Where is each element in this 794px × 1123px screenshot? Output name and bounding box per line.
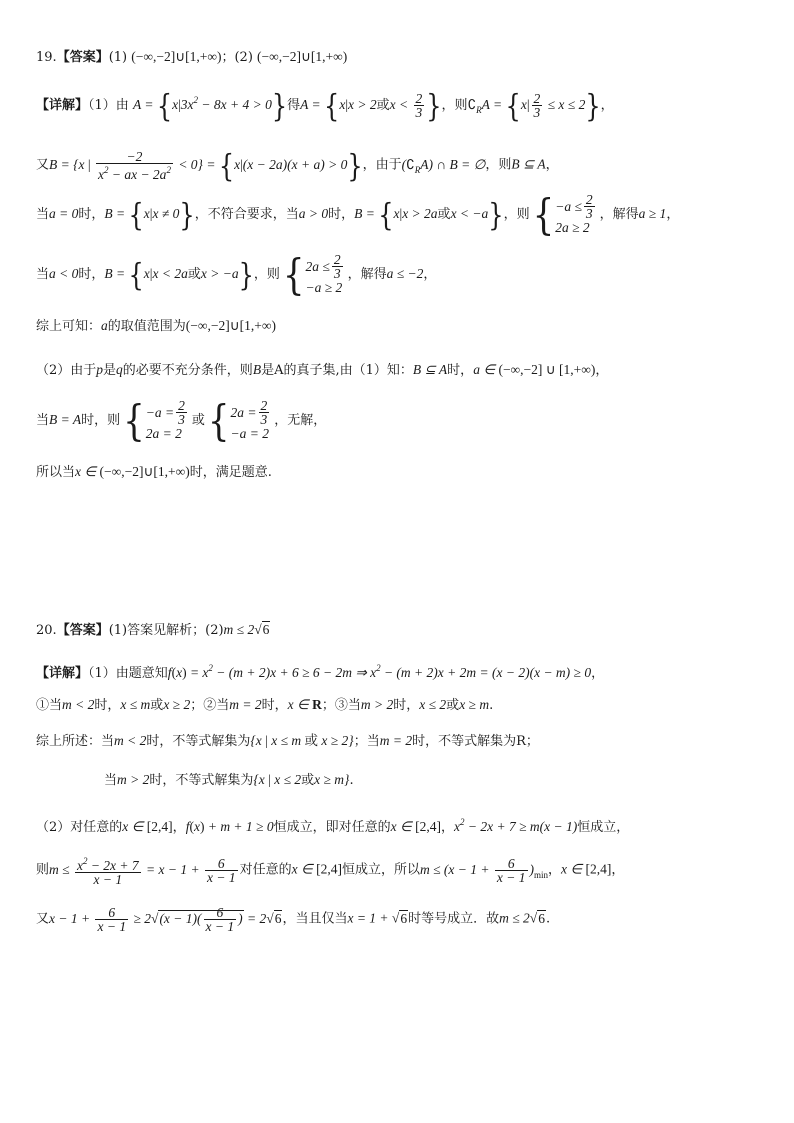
text: 或 <box>301 773 315 788</box>
formula: B = {x|x ≠ 0} <box>104 196 195 234</box>
text: 对任意的 <box>239 862 292 878</box>
text: ， <box>591 666 605 681</box>
formula: x < $\frac{2}{3}$ } <box>389 87 442 125</box>
formula: m < 2 <box>114 733 147 748</box>
formula: {x | x ≤ 2 <box>253 772 302 787</box>
formula: a <box>101 318 108 333</box>
formula: a > 0 <box>298 206 329 221</box>
text: ， <box>545 157 559 173</box>
text: ， <box>611 862 625 878</box>
equation-system: { 2a ≤ $\frac{2}{3}$ −a ≥ 2 <box>282 249 343 300</box>
text: 当 <box>36 207 50 222</box>
q20-number: 20. <box>36 623 57 638</box>
q20-detail-line1 <box>36 660 774 682</box>
formula: m > 2 <box>360 697 394 712</box>
formula: B = {x|x < 2a <box>104 256 188 294</box>
text: （2）由于 <box>36 363 97 378</box>
q19-part2-line1 <box>36 362 774 379</box>
q19-answer-tag: 【答案】 <box>56 50 109 65</box>
text: 或 <box>376 98 390 113</box>
text: 当 <box>36 413 50 428</box>
text: ，由于 <box>362 157 402 173</box>
text: 时， <box>393 698 420 713</box>
formula: B = {x|x > 2a <box>354 196 438 234</box>
interval: (−∞,−2]∪[1,+∞) <box>99 464 190 479</box>
q19-final <box>36 464 774 481</box>
text: ， <box>423 267 437 282</box>
formula: m > 2 <box>117 772 150 787</box>
formula: m ≤ (x − 1 + $\frac{6}{x - 1}$ )$_{min}$ <box>420 856 549 885</box>
formula: B = {x | $\frac{-2}{x^2 - ax - 2a^2}$ < 0} = {x|(x − 2a)(x + a) > 0} <box>49 147 363 184</box>
text: （1）由题意知 <box>88 666 168 681</box>
text: ， <box>595 363 609 378</box>
formula: x ∈ [2,4] <box>122 819 173 834</box>
formula: B ⊆ A <box>511 156 546 172</box>
text: ，无解， <box>274 413 327 428</box>
text: (1)答案见解析；(2) <box>108 623 224 638</box>
formula: $(∁_RA)$ ∩ B = ∅ <box>401 156 486 175</box>
formula: a ≤ −2 <box>386 266 424 281</box>
text: 得 <box>287 98 301 113</box>
equation-system: { −a = $\frac{2}{3}$ 2a = 2 <box>123 395 185 446</box>
formula: B <box>252 362 262 377</box>
formula: x − 1 + $\frac{6}{x - 1}$ ≥ 2√(x − 1)( $\frac{6}{x - 1}$ ) = 2√6 <box>49 905 282 934</box>
formula: (−∞,−2]∪[1,+∞) <box>185 318 276 333</box>
q19-part2-line2 <box>36 395 774 446</box>
text: 是 <box>103 363 117 378</box>
equation-system: { 2a = $\frac{2}{3}$ −a = 2 <box>207 395 270 446</box>
formula: q <box>116 362 123 377</box>
text: ；②当 <box>190 698 230 713</box>
formula: m ≤ 2√6 <box>223 622 270 637</box>
formula: $x^2 - 2x + 7 \ge m(x - 1)$ <box>454 817 578 834</box>
text: 是A的真子集,由（1）知： <box>261 363 413 378</box>
text: 恒成立，即对任意的 <box>273 820 391 835</box>
text: 当 <box>104 773 118 788</box>
text: 或 <box>187 267 201 282</box>
q19-part2-value: (−∞,−2]∪[1,+∞) <box>257 49 348 64</box>
formula: x ≤ m <box>120 697 151 712</box>
text: . <box>489 698 494 713</box>
formula: x ∈ [2,4] <box>291 861 342 877</box>
formula: $f(x) = x^2 - (m + 2)x + 6 \ge 6 - 2m$ ⇒ $x^2 - (m + 2)x + 2m = (x - 2)(x - m) \ge 0$ <box>167 663 592 680</box>
text: 时， <box>78 207 105 222</box>
formula: m < 2 <box>62 697 95 712</box>
text: 当 <box>36 267 50 282</box>
text: ，当且仅当 <box>282 911 348 927</box>
q20-part2-line3 <box>36 906 774 933</box>
text: 又 <box>36 157 50 173</box>
text: ， <box>548 862 562 878</box>
formula: B = A <box>49 412 82 427</box>
formula: x ∈ [2,4] <box>390 819 441 834</box>
q19-conclusion <box>36 318 774 335</box>
formula: A = {x|x > 2 <box>300 87 377 125</box>
text: 则 <box>36 862 50 878</box>
q19-part1-mark: (1) <box>108 50 128 65</box>
formula: m = 2 <box>229 697 262 712</box>
q20-detail-tag: 【详解】 <box>36 666 89 681</box>
text: 或 <box>446 698 460 713</box>
q19-detail-line3 <box>36 189 774 240</box>
formula: a = 0 <box>49 206 79 221</box>
q20-part2-line2 <box>36 855 774 886</box>
formula: x ∈ (−∞,−2]∪[1,+∞) <box>75 464 190 479</box>
q19-detail-line1: 【详解】（1）由 $A = \{x|3x^2 - 8x + 4 > 0\}$得A = {x|x > 2或x < $\frac{2}{3}$ }，则$∁_RA = \{x|$ $\frac{2}{3}$ ≤ x ≤ 2}， <box>36 87 614 125</box>
text: 所以当 <box>36 465 76 480</box>
q20-detail-line3 <box>36 733 774 750</box>
text: 或 <box>150 698 164 713</box>
formula: x ∈ R <box>287 697 322 712</box>
text: 时，不等式解集为R； <box>412 734 539 749</box>
text: 综上可知： <box>36 319 102 334</box>
text: ，不符合要求，当 <box>194 207 299 222</box>
text: 或 <box>191 413 205 428</box>
formula: x < −a} <box>450 196 504 234</box>
formula: m ≤ $\frac{x^2 - 2x + 7}{x - 1}$ = x − 1 + $\frac{6}{x - 1}$ <box>49 856 236 887</box>
text: （2）对任意的 <box>36 820 123 835</box>
text: 时，满足题意. <box>189 465 272 480</box>
text: ，解得 <box>347 267 387 282</box>
text: ①当 <box>36 698 63 713</box>
text: ， <box>172 820 186 835</box>
text: 综上所述：当 <box>36 734 115 749</box>
q19-part1-value: (−∞,−2]∪[1,+∞) <box>131 49 222 64</box>
text: 又 <box>36 911 50 927</box>
text: 时，不等式解集为 <box>149 773 254 788</box>
formula: a ∈ (−∞,−2] ∪ [1,+∞) <box>473 362 596 377</box>
text: ；当 <box>353 734 380 749</box>
formula: p <box>96 362 104 377</box>
text: ，则 <box>441 98 468 113</box>
q19-detail-line4 <box>36 249 774 300</box>
formula: a < 0 <box>49 266 79 281</box>
q19-part2-mark: (2) <box>234 50 253 65</box>
text: ，解得 <box>599 207 639 222</box>
formula: x ≥ m} <box>314 772 350 787</box>
q19-detail-line2 <box>36 147 774 184</box>
text: . <box>545 911 551 927</box>
q20-part2-line1 <box>36 814 774 836</box>
formula: m ≤ 2√6 <box>499 910 545 926</box>
q20-answer-tag: 【答案】 <box>56 623 109 638</box>
text: 时， <box>94 698 121 713</box>
q20-answer-line <box>36 622 774 639</box>
text: . <box>349 773 354 788</box>
formula: a ≥ 1 <box>638 206 667 221</box>
text: 时等号成立．故 <box>408 911 500 927</box>
q19-detail-tag: 【详解】 <box>36 98 89 113</box>
text: 时， <box>78 267 105 282</box>
text: ， <box>441 820 455 835</box>
text: 时，则 <box>81 413 121 428</box>
q20-detail-line2 <box>36 697 774 714</box>
formula: f(x) + m + 1 ≥ 0 <box>185 819 274 834</box>
formula: {x | x ≤ m 或 x ≥ 2} <box>250 733 354 748</box>
equation-system: { −a ≤ $\frac{2}{3}$ 2a ≥ 2 <box>532 189 593 240</box>
q19-number: 19. <box>36 50 57 65</box>
separator: ； <box>221 50 235 65</box>
text: （1）由 <box>88 98 129 113</box>
text: 的取值范围为 <box>107 319 186 334</box>
q20-detail-line4 <box>104 772 774 789</box>
text: ，则 <box>503 207 530 222</box>
text: 时， <box>261 698 288 713</box>
text: ，则 <box>253 267 280 282</box>
formula: x ≤ 2 <box>419 697 447 712</box>
text: ，则 <box>485 157 512 173</box>
formula: x = 1 + √6 <box>347 910 408 926</box>
formula: x ≥ m <box>459 697 490 712</box>
text: 时，不等式解集为 <box>146 734 251 749</box>
text: 时， <box>447 363 474 378</box>
formula: $A = \{x|3x^2 - 8x + 4 > 0\}$ <box>132 87 288 125</box>
formula: $∁_RA = \{x|$ $\frac{2}{3}$ ≤ x ≤ 2} <box>467 87 601 125</box>
text: 恒成立， <box>577 820 630 835</box>
text: 恒成立，所以 <box>342 862 421 878</box>
text: 或 <box>437 207 451 222</box>
formula: x ≥ 2 <box>163 697 191 712</box>
q19-answer-line <box>36 49 774 66</box>
formula: x ∈ [2,4] <box>561 861 612 877</box>
text: ；③当 <box>321 698 361 713</box>
text: 时， <box>328 207 355 222</box>
text: ， <box>666 207 680 222</box>
text: 的必要不充分条件，则 <box>122 363 253 378</box>
formula: m = 2 <box>379 733 413 748</box>
formula: x > −a} <box>200 256 254 294</box>
formula: B ⊆ A <box>412 362 448 377</box>
